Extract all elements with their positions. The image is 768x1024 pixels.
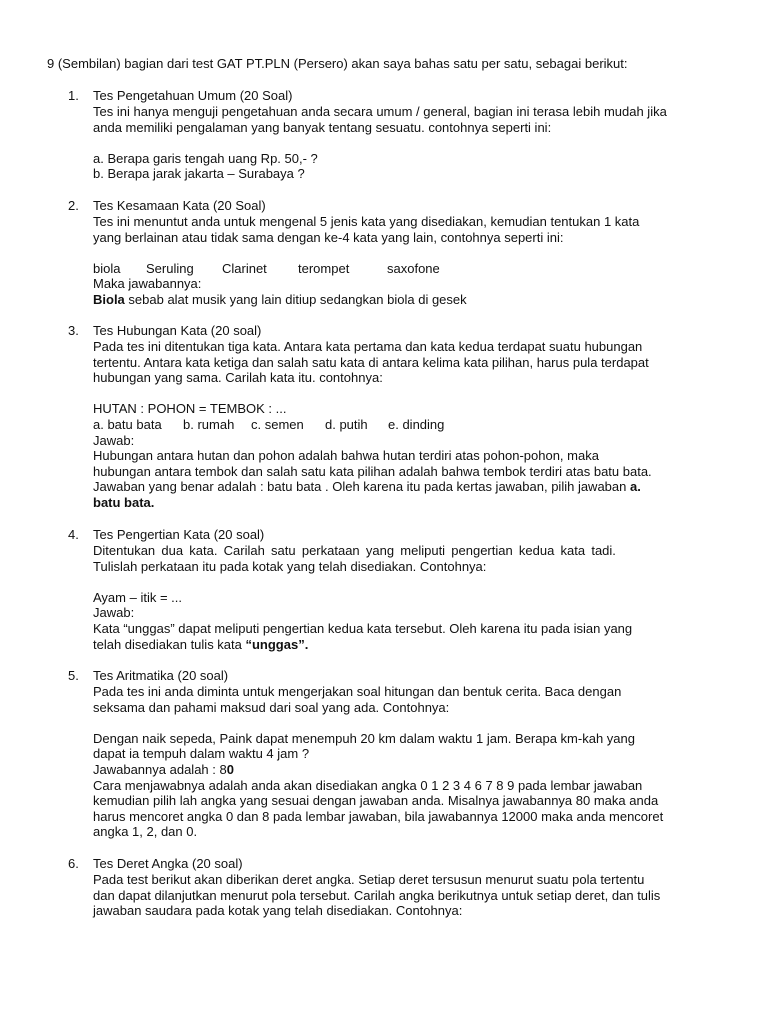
section-6: [68, 856, 708, 919]
answer-line: [93, 479, 708, 495]
question-line: Ayam – itik = ...: [93, 589, 182, 605]
section-number: 1.: [68, 88, 79, 103]
answer-bold: 0: [226, 761, 234, 777]
section-4: [68, 527, 708, 652]
explanation-line: Cara menjawabnya adalah anda akan disediakan angka 0 1 2 3 4 6 7 8 9 pada lembar jawaban: [93, 777, 643, 793]
word-item: Seruling: [146, 260, 194, 276]
description-line: Pada tes ini ditentukan tiga kata. Antara kata pertama dan kata kedua terdapat suatu hubungan: [93, 339, 643, 354]
section-title: Tes Aritmatika (20 soal): [93, 668, 229, 683]
answer-line: Hubungan antara hutan dan pohon adalah bahwa hutan terdiri atas pohon-pohon, maka: [93, 448, 599, 464]
description-line: Pada test berikut akan diberikan deret angka. Setiap deret tersusun menurut suatu pola tertentu: [93, 872, 645, 887]
answer-line: [93, 762, 708, 778]
answer-bold: a.: [629, 479, 641, 495]
section-number: 2.: [68, 198, 79, 213]
section-title: Tes Pengertian Kata (20 soal): [93, 527, 265, 542]
description-line: tertentu. Antara kata ketiga dan salah satu kata di antara kelima kata pilihan, harus pula terdapat: [93, 354, 649, 370]
answer-rest: sebab alat musik yang lain ditiup sedangkan biola di gesek: [124, 291, 467, 307]
option-item: b. rumah: [183, 416, 235, 432]
word-item: terompet: [298, 260, 350, 276]
option-item: c. semen: [251, 416, 304, 432]
question-line: dapat ia tempuh dalam waktu 4 jam ?: [93, 746, 310, 762]
explanation-line: harus mencoret angka 0 dan 8 pada lembar jawaban, bila jawabannya 12000 maka anda mencoret: [93, 808, 664, 824]
jawab-label: Jawab:: [93, 432, 135, 448]
description-line: Pada tes ini anda diminta untuk mengerjakan soal hitungan dan bentuk cerita. Baca dengan: [93, 684, 622, 699]
description-line: Tes ini hanya menguji pengetahuan anda secara umum / general, bagian ini terasa lebih mudah jika: [93, 104, 667, 119]
intro-text: 9 (Sembilan) bagian dari test GAT PT.PLN (Persero) akan saya bahas satu per satu, sebagai berikut:: [47, 56, 628, 71]
answer-label: Maka jawabannya:: [93, 276, 202, 292]
answer-bold: “unggas”.: [245, 636, 309, 652]
answer-plain: Jawaban yang benar adalah : batu bata . Oleh karena itu pada kertas jawaban, pilih jawaban: [93, 479, 630, 495]
section-2: [68, 198, 708, 308]
option-item: e. dinding: [388, 416, 445, 432]
section-number: 4.: [68, 527, 79, 542]
explanation-line: angka 1, 2, dan 0.: [93, 824, 198, 840]
word-item: saxofone: [387, 260, 440, 276]
section-1: [68, 88, 708, 182]
description-line: Tes ini menuntut anda untuk mengenal 5 jenis kata yang disediakan, kemudian tentukan 1 kata: [93, 214, 640, 229]
word-item: biola: [93, 260, 121, 276]
explanation-line: kemudian pilih lah angka yang sesuai dengan jawaban anda. Misalnya jawabannya 80 maka anda: [93, 793, 659, 809]
answer-bold: batu bata.: [93, 494, 155, 510]
option-item: d. putih: [325, 416, 368, 432]
description-line: jawaban saudara pada kotak yang telah disediakan. Contohnya:: [93, 903, 463, 919]
section-number: 3.: [68, 323, 79, 338]
question-line: Dengan naik sepeda, Paink dapat menempuh 20 km dalam waktu 1 jam. Berapa km-kah yang: [93, 730, 635, 746]
answer-line: hubungan antara tembok dan salah satu kata pilihan adalah bahwa tembok terdiri atas batu bata.: [93, 463, 652, 479]
description-line: seksama dan pahami maksud dari soal yang ada. Contohnya:: [93, 699, 450, 715]
answer-line: [93, 292, 708, 308]
answer-bold: Biola: [93, 291, 125, 307]
answer-line: [93, 495, 708, 511]
word-item: Clarinet: [222, 260, 267, 276]
example-a: a. Berapa garis tengah uang Rp. 50,- ?: [93, 150, 318, 166]
question-line: HUTAN : POHON = TEMBOK : ...: [93, 401, 287, 417]
description-line: Ditentukan dua kata. Carilah satu perkataan yang meliputi pengertian kedua kata tadi.: [93, 543, 616, 558]
word-list: [93, 261, 708, 277]
option-list: [93, 417, 708, 433]
answer-line: [93, 637, 708, 653]
answer-line: Kata “unggas” dapat meliputi pengertian kedua kata tersebut. Oleh karena itu pada isian yang: [93, 620, 633, 636]
option-item: a. batu bata: [93, 416, 162, 432]
section-title: Tes Kesamaan Kata (20 Soal): [93, 198, 266, 213]
description-line: yang berlainan atau tidak sama dengan ke-4 kata yang lain, contohnya seperti ini:: [93, 229, 564, 245]
description-line: anda memiliki pengalaman yang banyak tentang sesuatu. contohnya seperti ini:: [93, 119, 552, 135]
section-title: Tes Hubungan Kata (20 soal): [93, 323, 262, 338]
description-line: hubungan yang sama. Carilah kata itu. contohnya:: [93, 370, 383, 386]
section-5: [68, 668, 708, 840]
description-line: dan dapat dilanjutkan menurut pola tersebut. Carilah angka berikutnya untuk setiap deret, dan tulis: [93, 887, 661, 903]
answer-label: Jawabannya adalah : 8: [93, 761, 227, 777]
section-title: Tes Pengetahuan Umum (20 Soal): [93, 88, 293, 103]
description-line: Tulislah perkataan itu pada kotak yang telah disediakan. Contohnya:: [93, 558, 487, 574]
jawab-label: Jawab:: [93, 605, 135, 621]
answer-plain: telah disediakan tulis kata: [93, 636, 246, 652]
section-number: 5.: [68, 668, 79, 683]
section-title: Tes Deret Angka (20 soal): [93, 856, 243, 871]
section-3: [68, 323, 708, 511]
example-b: b. Berapa jarak jakarta – Surabaya ?: [93, 166, 305, 182]
section-number: 6.: [68, 856, 79, 871]
